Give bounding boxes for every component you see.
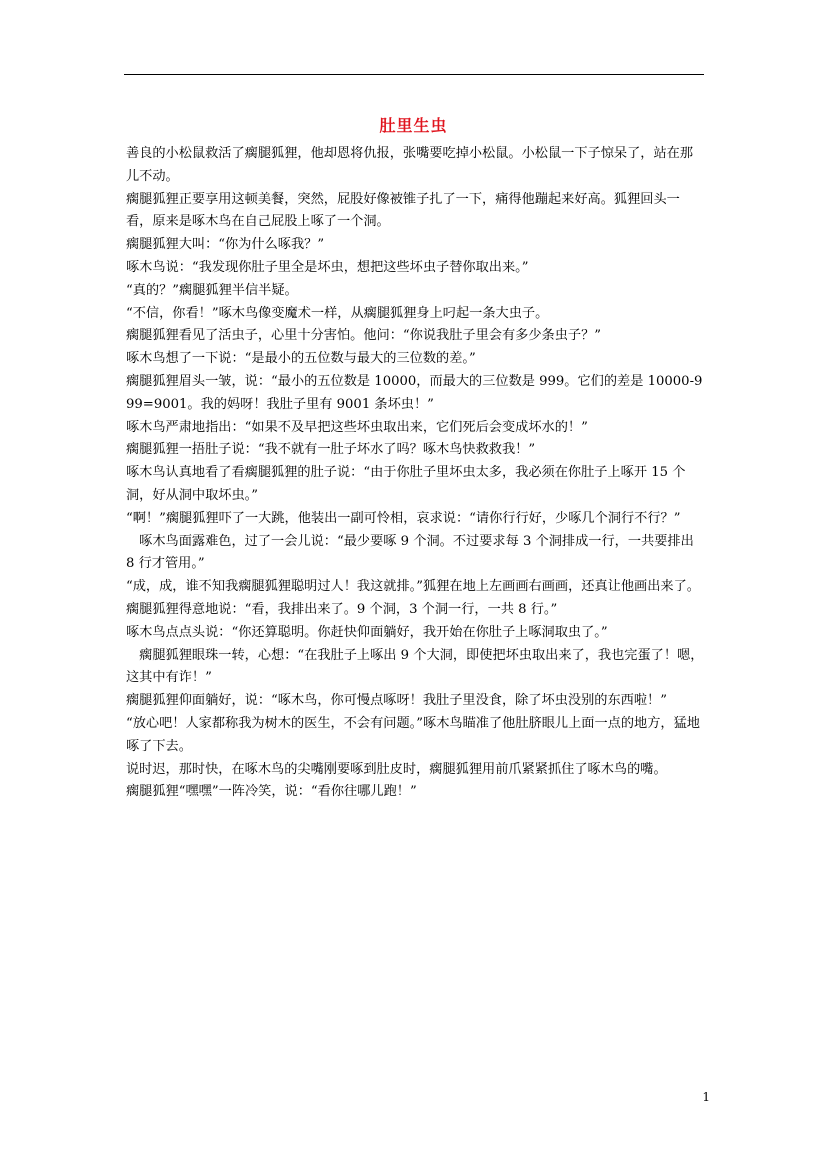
paragraph: 啄木鸟认真地看了看瘸腿狐狸的肚子说：“由于你肚子里坏虫太多，我必须在你肚子上啄开 15 个洞，好从洞中取坏虫。” <box>126 465 686 503</box>
paragraph: 瘸腿狐狸仰面躺好，说：“啄木鸟，你可慢点啄呀！我肚子里没食，除了坏虫没别的东西啦！” <box>126 693 667 709</box>
paragraph: 瘸腿狐狸一捂肚子说：“我不就有一肚子坏水了吗？啄木鸟快救救我！” <box>126 442 536 458</box>
paragraph: 啄木鸟严肃地指出：“如果不及早把这些坏虫取出来，它们死后会变成坏水的！” <box>126 419 588 435</box>
paragraph: 瘸腿狐狸“嘿嘿”一阵冷笑，说：“看你往哪儿跑！” <box>126 784 417 800</box>
paragraph: 啄木鸟说：“我发现你肚子里全是坏虫，想把这些坏虫子替你取出来。” <box>126 259 529 275</box>
paragraph: 啄木鸟面露难色，过了一会儿说：“最少要啄 9 个洞。不过要求每 3 个洞排成一行，一共要排出 8 行才管用。” <box>126 533 694 572</box>
paragraph: 说时迟，那时快，在啄木鸟的尖嘴刚要啄到肚皮时，瘸腿狐狸用前爪紧紧抓住了啄木鸟的嘴。 <box>126 761 667 777</box>
page-number: 1 <box>702 1090 710 1104</box>
paragraph: 瘸腿狐狸眼珠一转，心想：“在我肚子上啄出 9 个大洞，即使把坏虫取出来了，我也完蛋了！嗯，这其中有诈！” <box>126 647 704 686</box>
document-body <box>126 143 706 804</box>
paragraph: “啊！”瘸腿狐狸吓了一大跳，他装出一副可怜相，哀求说：“请你行行好，少啄几个洞行不行？” <box>126 510 681 526</box>
paragraph: 瘸腿狐狸眉头一皱，说：“最小的五位数是 10000，而最大的三位数是 999。它们的差是 10000-999=9001。我的妈呀！我肚子里有 9001 条坏虫！” <box>126 373 703 412</box>
paragraph: “成，成，谁不知我瘸腿狐狸聪明过人！我这就排。”狐狸在地上左画画右画画，还真让他画出来了。 <box>126 579 700 595</box>
paragraph: 啄木鸟点点头说：“你还算聪明。你赶快仰面躺好，我开始在你肚子上啄洞取虫了。” <box>126 624 608 640</box>
paragraph: “不信，你看！”啄木鸟像变魔术一样，从瘸腿狐狸身上叼起一条大虫子。 <box>126 305 549 321</box>
paragraph: 啄木鸟想了一下说：“是最小的五位数与最大的三位数的差。” <box>126 351 476 367</box>
paragraph: 瘸腿狐狸得意地说：“看，我排出来了。9 个洞，3 个洞一行，一共 8 行。” <box>126 601 558 617</box>
paragraph: 善良的小松鼠救活了瘸腿狐狸，他却恩将仇报，张嘴要吃掉小松鼠。小松鼠一下子惊呆了，站在那儿不动。 <box>126 146 694 184</box>
paragraph: “放心吧！人家都称我为树木的医生，不会有问题。”啄木鸟瞄准了他肚脐眼儿上面一点的地方，猛地啄了下去。 <box>126 715 700 754</box>
paragraph: 瘸腿狐狸看见了活虫子，心里十分害怕。他问：“你说我肚子里会有多少条虫子？” <box>126 328 602 344</box>
document-title: 肚里生虫 <box>379 116 448 135</box>
paragraph: 瘸腿狐狸大叫：“你为什么啄我？” <box>126 237 325 253</box>
paragraph: 瘸腿狐狸正要享用这顿美餐，突然，屁股好像被锥子扎了一下，痛得他蹦起来好高。狐狸回头一看，原来是啄木鸟在自己屁股上啄了一个洞。 <box>126 191 680 230</box>
header-rule <box>124 74 704 75</box>
paragraph: “真的？”瘸腿狐狸半信半疑。 <box>126 282 298 298</box>
